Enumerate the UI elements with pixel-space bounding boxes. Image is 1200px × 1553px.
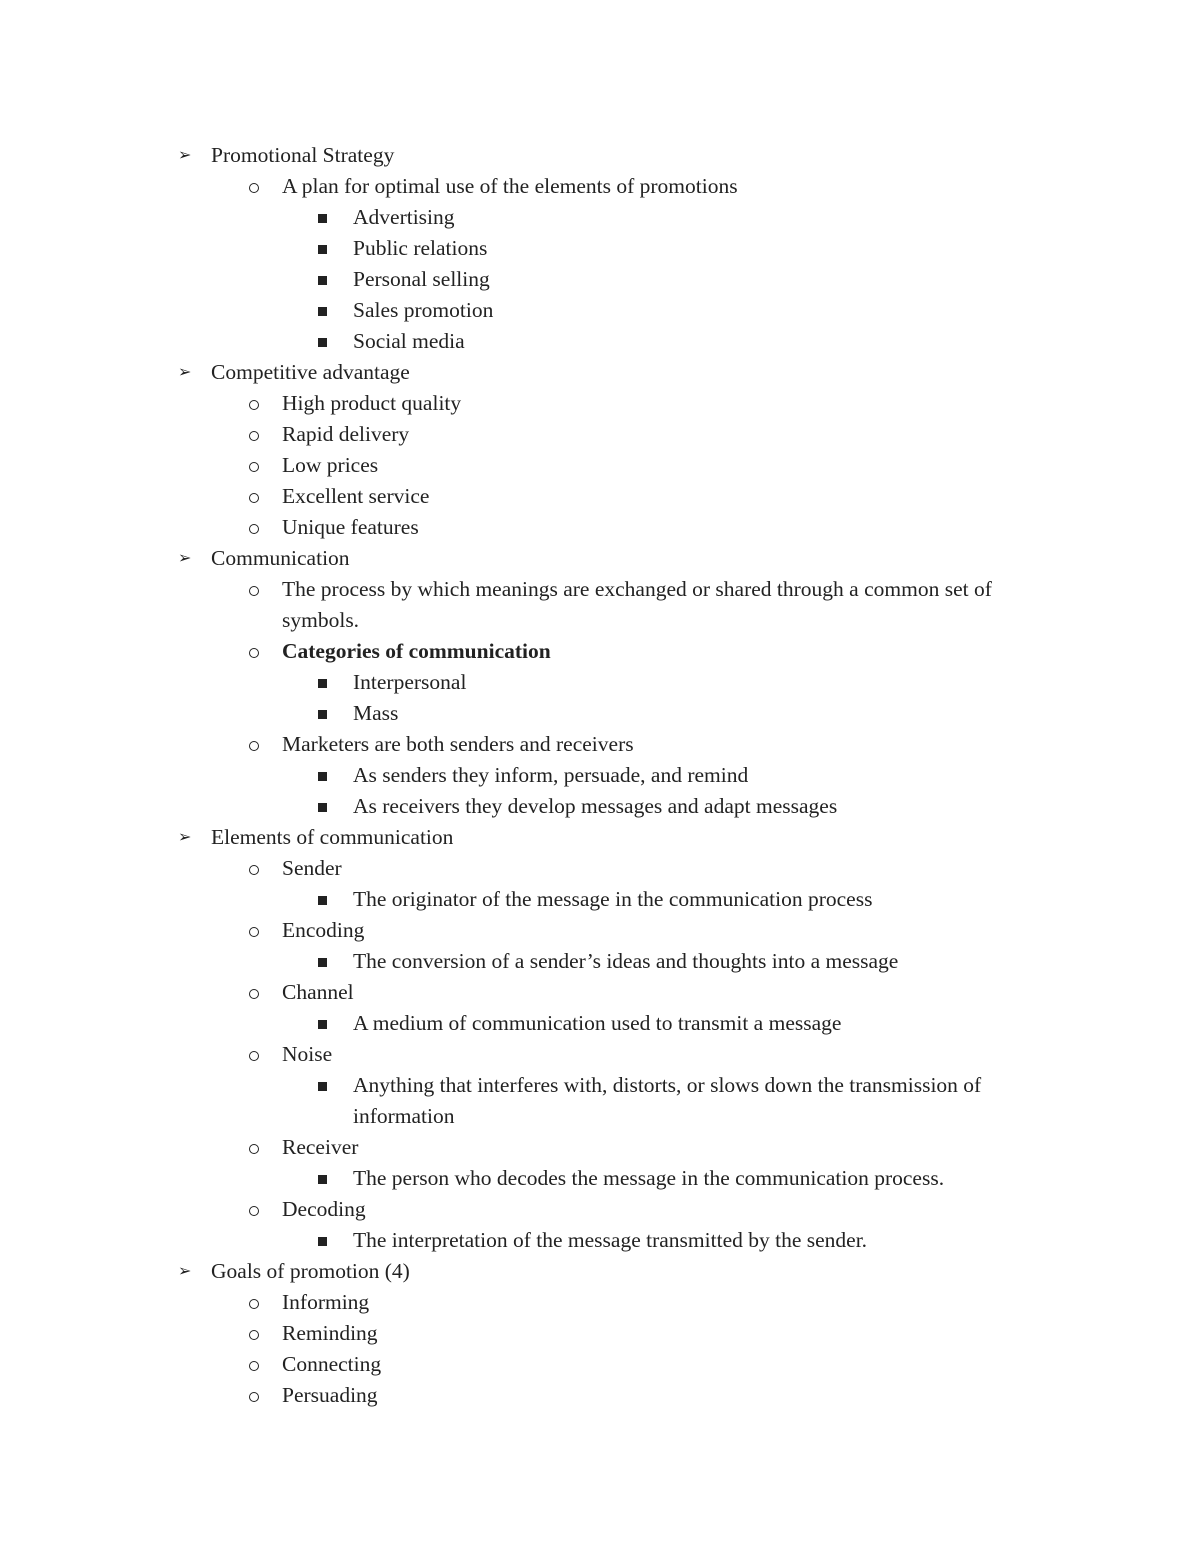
list-item: Informing [178,1287,1058,1318]
circle-bullet-icon [249,1361,259,1371]
circle-bullet-icon [249,431,259,441]
circle-bullet-icon [249,462,259,472]
arrow-bullet-icon: ➢ [178,147,192,164]
list-item: The process by which meanings are exchanged or shared through a common set of symbols. [178,574,1058,636]
list-item: Persuading [178,1380,1058,1411]
square-bullet-icon [318,1082,327,1091]
list-item: Channel [178,977,1058,1008]
arrow-bullet-icon: ➢ [178,364,192,381]
list-item: As senders they inform, persuade, and remind [178,760,1058,791]
circle-bullet-icon [249,648,259,658]
list-item: A plan for optimal use of the elements of promotions [178,171,1058,202]
square-bullet-icon [318,1020,327,1029]
circle-bullet-icon [249,183,259,193]
list-item: Rapid delivery [178,419,1058,450]
list-item: Noise [178,1039,1058,1070]
outline-heading: ➢ Elements of communication [178,822,1058,853]
arrow-bullet-icon: ➢ [178,1263,192,1280]
circle-bullet-icon [249,1330,259,1340]
square-bullet-icon [318,679,327,688]
circle-bullet-icon [249,989,259,999]
list-item: Social media [178,326,1058,357]
list-item: Reminding [178,1318,1058,1349]
list-item: Excellent service [178,481,1058,512]
circle-bullet-icon [249,1051,259,1061]
circle-bullet-icon [249,586,259,596]
list-item: Encoding [178,915,1058,946]
square-bullet-icon [318,307,327,316]
circle-bullet-icon [249,741,259,751]
list-item: Interpersonal [178,667,1058,698]
list-item: Public relations [178,233,1058,264]
list-item: Anything that interferes with, distorts, or slows down the transmission of information [178,1070,1058,1132]
list-item: Connecting [178,1349,1058,1380]
categories-heading: Categories of communication [282,639,551,663]
outline-heading: ➢ Promotional Strategy [178,140,1058,171]
circle-bullet-icon [249,1144,259,1154]
square-bullet-icon [318,276,327,285]
square-bullet-icon [318,772,327,781]
square-bullet-icon [318,245,327,254]
list-item: Sender [178,853,1058,884]
outline-heading: ➢ Communication [178,543,1058,574]
list-item: The interpretation of the message transmitted by the sender. [178,1225,1058,1256]
list-item: Advertising [178,202,1058,233]
square-bullet-icon [318,214,327,223]
circle-bullet-icon [249,493,259,503]
circle-bullet-icon [249,927,259,937]
list-item: Sales promotion [178,295,1058,326]
list-item: Personal selling [178,264,1058,295]
list-item: As receivers they develop messages and adapt messages [178,791,1058,822]
square-bullet-icon [318,1237,327,1246]
list-item: High product quality [178,388,1058,419]
list-item: Receiver [178,1132,1058,1163]
notes-outline [178,140,1058,1411]
list-item [178,636,1058,667]
list-item: The conversion of a sender’s ideas and thoughts into a message [178,946,1058,977]
list-item: Low prices [178,450,1058,481]
circle-bullet-icon [249,524,259,534]
square-bullet-icon [318,1175,327,1184]
circle-bullet-icon [249,865,259,875]
list-item: The originator of the message in the communication process [178,884,1058,915]
square-bullet-icon [318,803,327,812]
square-bullet-icon [318,896,327,905]
circle-bullet-icon [249,1299,259,1309]
circle-bullet-icon [249,1392,259,1402]
square-bullet-icon [318,338,327,347]
outline-heading: ➢ Goals of promotion (4) [178,1256,1058,1287]
list-item: Decoding [178,1194,1058,1225]
outline-heading: ➢ Competitive advantage [178,357,1058,388]
arrow-bullet-icon: ➢ [178,829,192,846]
list-item: Unique features [178,512,1058,543]
square-bullet-icon [318,710,327,719]
square-bullet-icon [318,958,327,967]
list-item: Mass [178,698,1058,729]
list-item: A medium of communication used to transmit a message [178,1008,1058,1039]
list-item: The person who decodes the message in the communication process. [178,1163,1058,1194]
circle-bullet-icon [249,1206,259,1216]
circle-bullet-icon [249,400,259,410]
arrow-bullet-icon: ➢ [178,550,192,567]
list-item: Marketers are both senders and receivers [178,729,1058,760]
